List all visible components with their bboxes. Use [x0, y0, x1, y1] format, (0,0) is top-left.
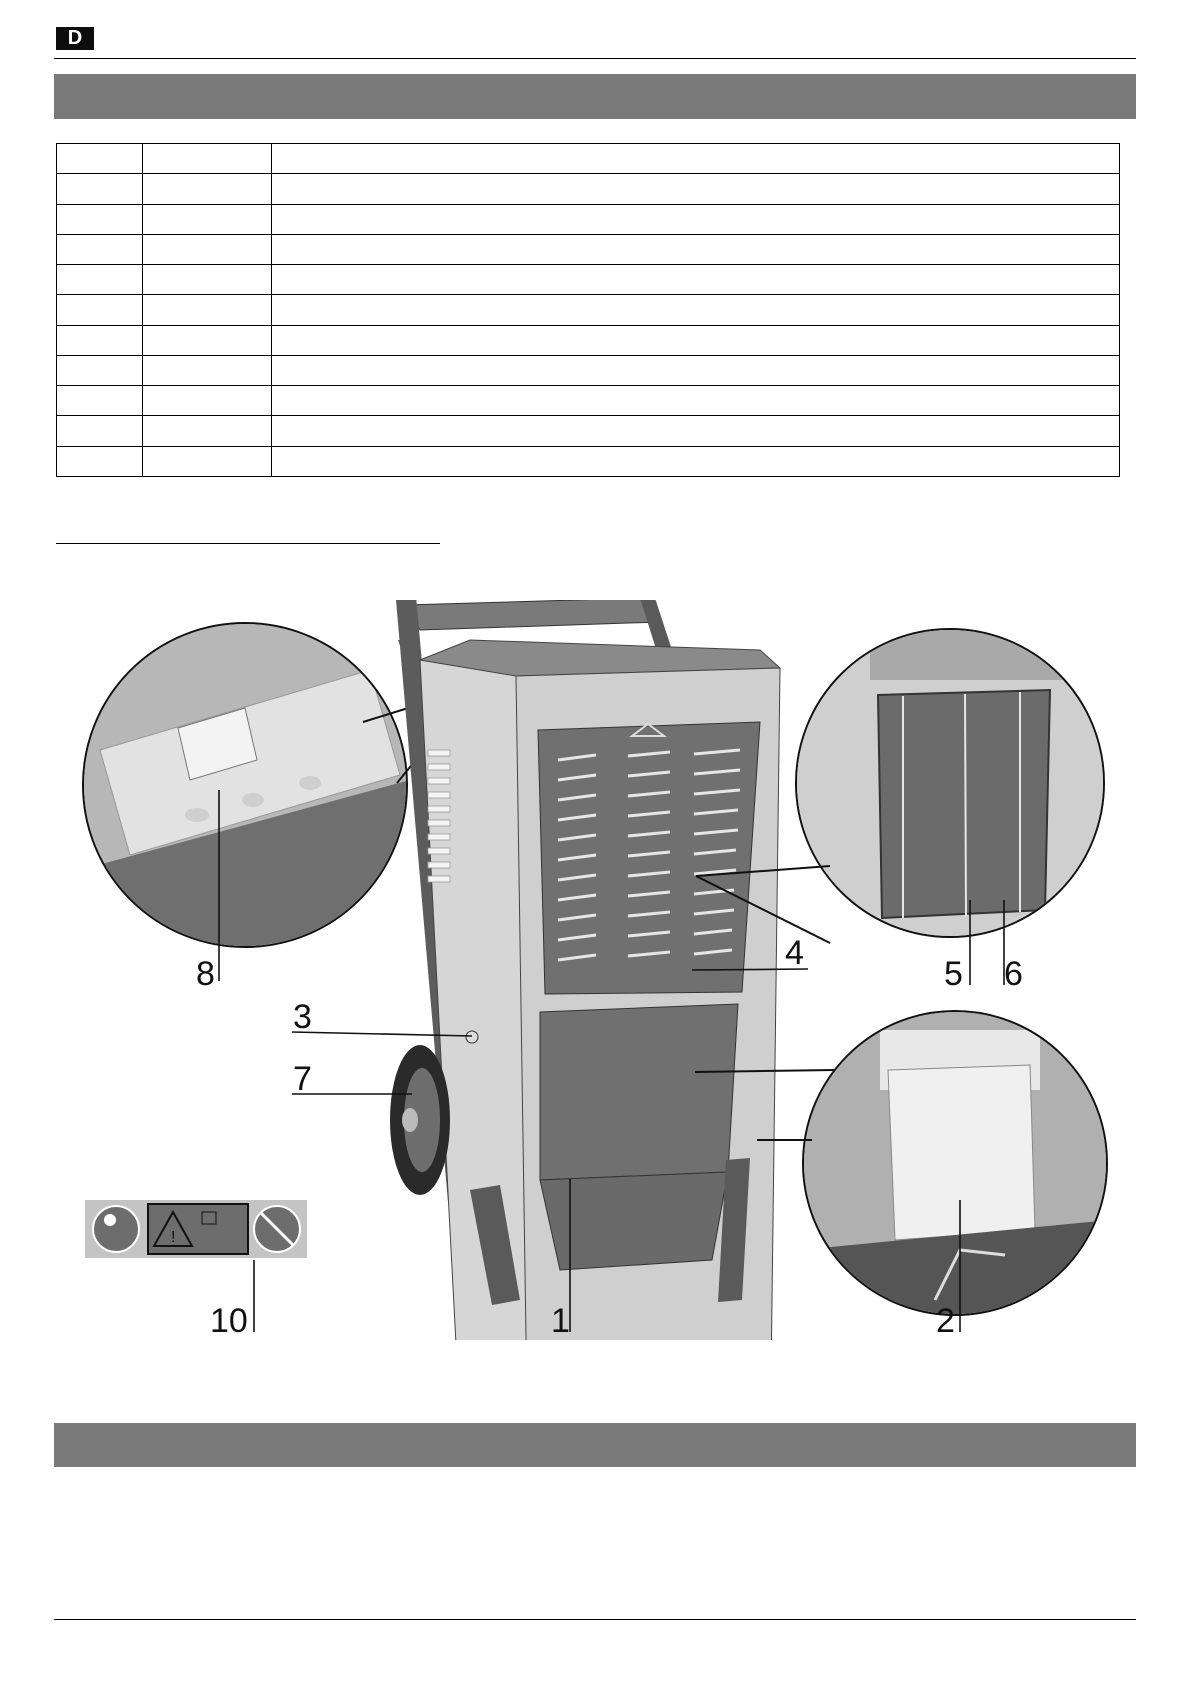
callout-8: 8 — [196, 955, 215, 993]
table-cell — [57, 355, 143, 385]
callout-10: 10 — [210, 1302, 248, 1340]
callout-1: 1 — [551, 1302, 570, 1340]
table-cell — [143, 144, 272, 174]
svg-text:!: ! — [171, 1229, 176, 1246]
callout-3: 3 — [293, 998, 312, 1036]
table-cell — [143, 446, 272, 476]
section-heading-bar — [54, 74, 1136, 119]
table-cell — [272, 234, 1120, 264]
table-cell — [57, 295, 143, 325]
subheading-rule — [56, 543, 440, 544]
table-row — [57, 144, 1120, 174]
table-row — [57, 355, 1120, 385]
table-row — [57, 386, 1120, 416]
table-cell — [272, 446, 1120, 476]
table-row — [57, 325, 1120, 355]
table-row — [57, 174, 1120, 204]
table-cell — [272, 386, 1120, 416]
table-cell — [272, 295, 1120, 325]
table-cell — [272, 204, 1120, 234]
footer-rule — [54, 1619, 1136, 1620]
table-cell — [57, 234, 143, 264]
table-cell — [143, 265, 272, 295]
table-row — [57, 265, 1120, 295]
table-row — [57, 234, 1120, 264]
callout-6: 6 — [1004, 955, 1023, 993]
callout-7: 7 — [293, 1060, 312, 1098]
table-row — [57, 416, 1120, 446]
table-cell — [143, 325, 272, 355]
table-cell — [272, 174, 1120, 204]
table-cell — [57, 144, 143, 174]
language-badge: D — [56, 27, 94, 50]
table-row — [57, 295, 1120, 325]
header-rule — [54, 58, 1136, 59]
warning-labels — [85, 1200, 307, 1332]
table-cell — [143, 204, 272, 234]
callout-2: 2 — [936, 1302, 955, 1340]
callout-5: 5 — [944, 955, 963, 993]
table-cell — [143, 416, 272, 446]
table-cell — [57, 446, 143, 476]
section-heading-bar-2 — [54, 1423, 1136, 1467]
table-row — [57, 446, 1120, 476]
table-cell — [272, 355, 1120, 385]
table-cell — [57, 325, 143, 355]
table-cell — [272, 265, 1120, 295]
device-figure — [0, 600, 1191, 1340]
table-cell — [143, 386, 272, 416]
parts-table — [56, 143, 1120, 477]
table-cell — [57, 386, 143, 416]
table-cell — [143, 355, 272, 385]
callout-4: 4 — [785, 934, 804, 972]
table-cell — [57, 204, 143, 234]
table-cell — [272, 144, 1120, 174]
table-row — [57, 204, 1120, 234]
table-cell — [57, 265, 143, 295]
table-cell — [57, 174, 143, 204]
table-cell — [272, 416, 1120, 446]
table-cell — [57, 416, 143, 446]
table-cell — [143, 295, 272, 325]
table-cell — [143, 234, 272, 264]
table-cell — [143, 174, 272, 204]
table-cell — [272, 325, 1120, 355]
